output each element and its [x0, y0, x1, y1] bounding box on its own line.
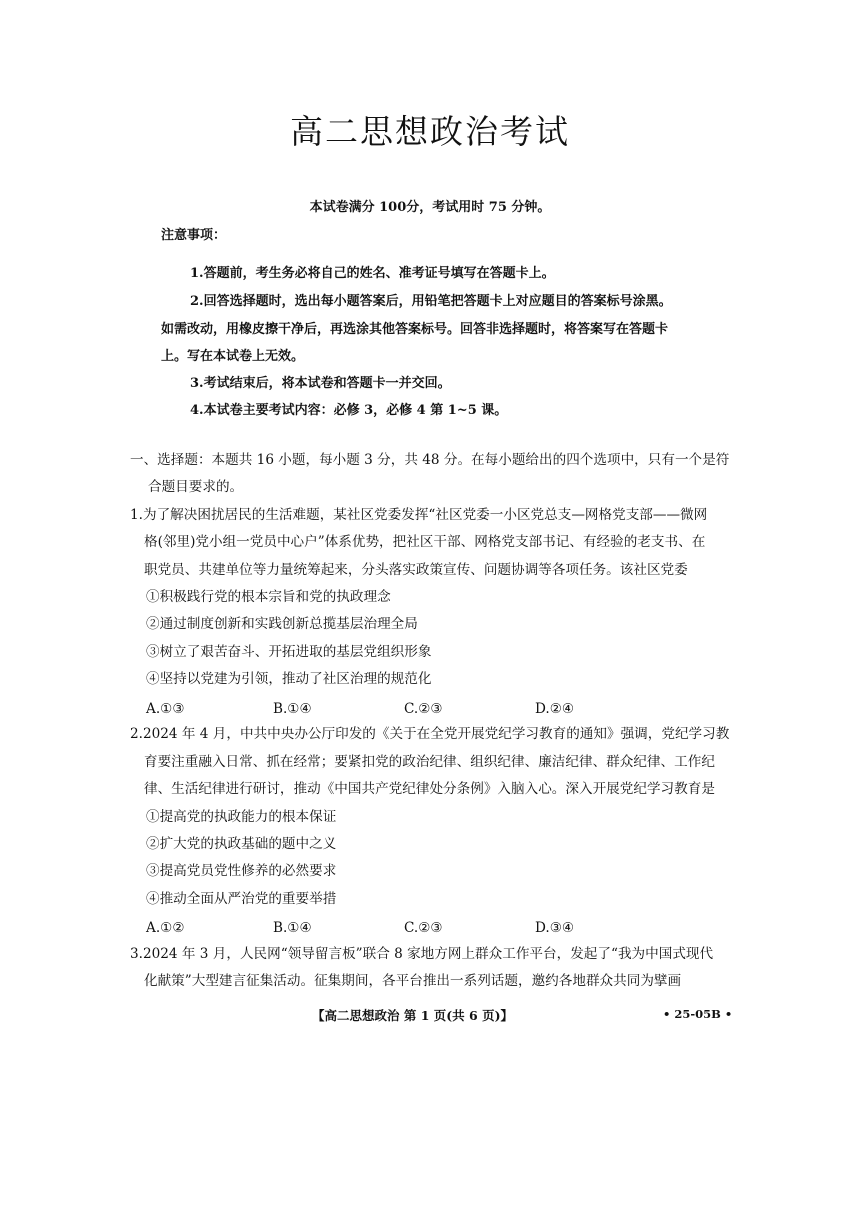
- page-footer: 【高二思想政治 第 1 页(共 6 页)】: [312, 1008, 513, 1023]
- question-1-statement: ②通过制度创新和实践创新总揽基层治理全局: [146, 616, 418, 632]
- question-1-statement: ①积极践行党的根本宗旨和党的执政理念: [146, 589, 391, 605]
- question-2-statement: ④推动全面从严治党的重要举措: [146, 891, 337, 907]
- question-1-statement: ③树立了艰苦奋斗、开拓进取的基层党组织形象: [146, 644, 432, 660]
- question-1-stem: 1.为了解决困扰居民的生活难题，某社区党委发挥“社区党委一小区党总支—网格党支部——微网: [130, 507, 708, 523]
- exam-subtitle: 本试卷满分 100分，考试用时 75 分钟。: [309, 200, 551, 215]
- exam-code: • 25-05B •: [663, 1007, 733, 1021]
- question-2-statement: ②扩大党的执政基础的题中之义: [146, 836, 337, 852]
- question-2-stem: 育要注重融入日常、抓在经常；要紧扣党的政治纪律、组织纪律、廉洁纪律、群众纪律、工作纪: [144, 754, 715, 770]
- question-2-option-c: C.②③: [404, 920, 443, 936]
- question-2-option-b: B.①④: [273, 920, 312, 936]
- question-1-stem: 格(邻里)党小组一党员中心户”体系优势，把社区干部、网格党支部书记、有经验的老支书、在: [144, 534, 706, 550]
- notice-item: 如需改动，用橡皮擦干净后，再选涂其他答案标号。回答非选择题时，将答案写在答题卡: [161, 322, 669, 337]
- question-2-option-d: D.③④: [535, 920, 575, 936]
- notice-item: 4.本试卷主要考试内容：必修 3，必修 4 第 1~5 课。: [190, 403, 508, 418]
- notice-heading: 注意事项：: [161, 228, 227, 243]
- question-2-stem: 律、生活纪律进行研讨，推动《中国共产党纪律处分条例》入脑入心。深入开展党纪学习教育是: [144, 781, 715, 797]
- question-2-stem: 2.2024 年 4 月，中共中央办公厅印发的《关于在全党开展党纪学习教育的通知》强调，党纪学习教: [130, 726, 730, 742]
- question-1-option-b: B.①④: [273, 701, 312, 717]
- question-2-option-a: A.①②: [146, 920, 185, 936]
- question-2-statement: ③提高党员党性修养的必然要求: [146, 863, 337, 879]
- exam-title: 高二思想政治考试: [290, 112, 570, 151]
- question-1-option-a: A.①③: [146, 701, 185, 717]
- notice-item: 上。写在本试卷上无效。: [161, 349, 305, 364]
- question-1-stem: 职党员、共建单位等力量统筹起来，分头落实政策宣传、问题协调等各项任务。该社区党委: [144, 562, 688, 578]
- notice-item: 1.答题前，考生务必将自己的姓名、准考证号填写在答题卡上。: [190, 266, 555, 281]
- question-1-option-d: D.②④: [535, 701, 575, 717]
- section-heading-cont: 合题目要求的。: [148, 479, 244, 495]
- notice-item: 3.考试结束后，将本试卷和答题卡一并交回。: [190, 376, 451, 391]
- section-heading: 一、选择题：本题共 16 小题，每小题 3 分，共 48 分。在每小题给出的四个选项中，只有一个是符: [130, 452, 730, 468]
- question-2-statement: ①提高党的执政能力的根本保证: [146, 809, 337, 825]
- question-3-stem: 3.2024 年 3 月，人民网“领导留言板”联合 8 家地方网上群众工作平台，发起了“我为中国式现代: [130, 946, 714, 962]
- question-1-statement: ④坚持以党建为引领，推动了社区治理的规范化: [146, 671, 432, 687]
- question-3-stem: 化献策”大型建言征集活动。征集期间，各平台推出一系列话题，邀约各地群众共同为擘画: [144, 973, 682, 989]
- question-1-option-c: C.②③: [404, 701, 443, 717]
- notice-item: 2.回答选择题时，选出每小题答案后，用铅笔把答题卡上对应题目的答案标号涂黑。: [190, 294, 672, 309]
